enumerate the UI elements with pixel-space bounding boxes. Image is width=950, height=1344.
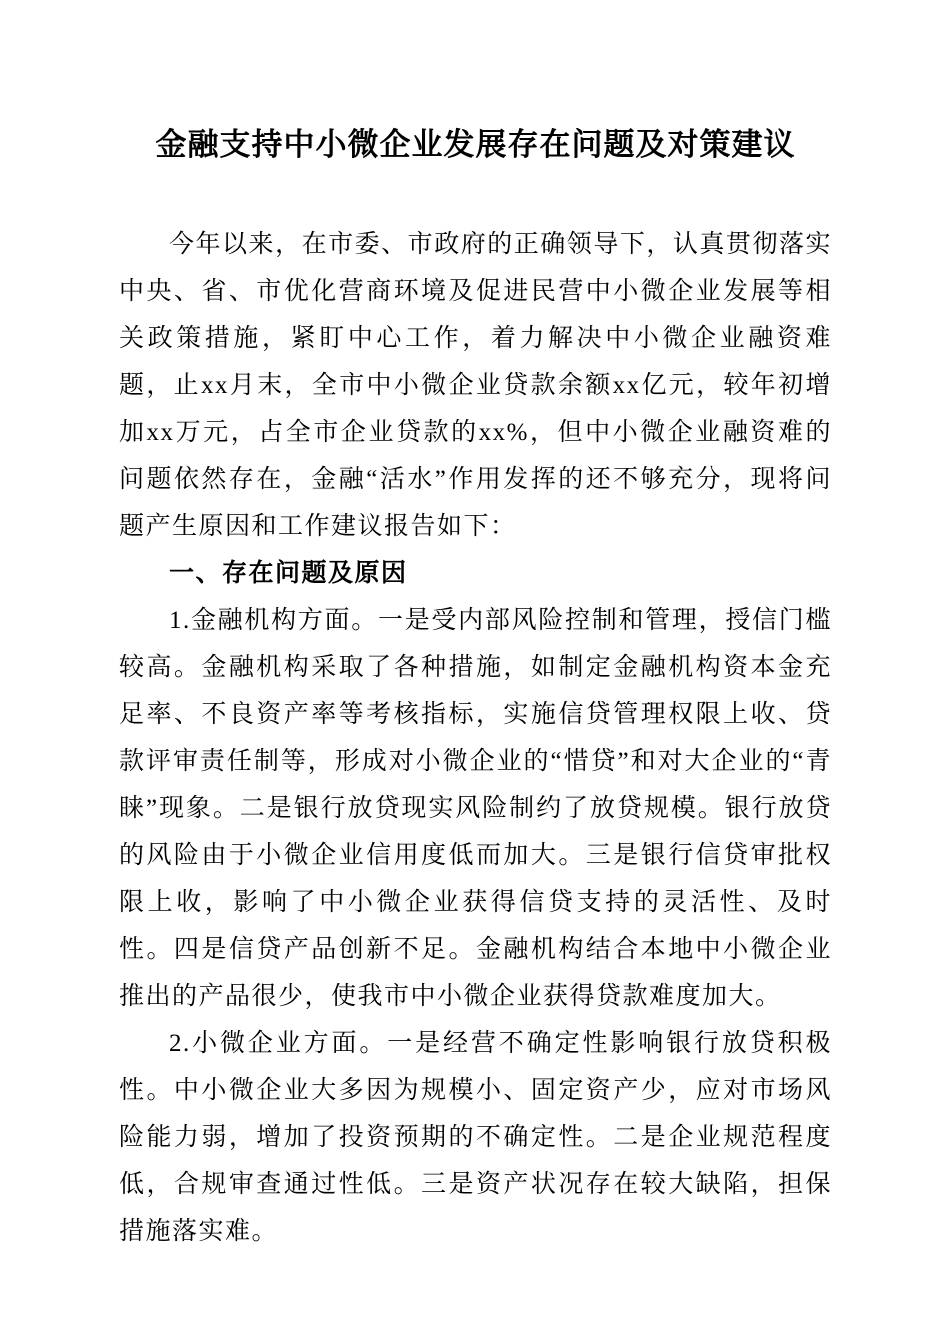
- section-1-paragraph-2: 2.小微企业方面。一是经营不确定性影响银行放贷积极性。中小微企业大多因为规模小、固定资产少，应对市场风险能力弱，增加了投资预期的不确定性。二是企业规范程度低，合规审查通过性低。三是资产状况存在较大缺陷，担保措施落实难。: [119, 1029, 832, 1245]
- section-1-heading: 一、存在问题及原因: [169, 558, 408, 587]
- document-title: 金融支持中小微企业发展存在问题及对策建议: [155, 127, 796, 162]
- intro-paragraph: 今年以来，在市委、市政府的正确领导下，认真贯彻落实中央、省、市优化营商环境及促进民营中小微企业发展等相关政策措施，紧盯中心工作，着力解决中小微企业融资难题，止xx月末，全市中小微企业贷款余额xx亿元，较年初增加xx万元，占全市企业贷款的xx%，但中小微企业融资难的问题依然存在，金融“活水”作用发挥的还不够充分，现将问题产生原因和工作建议报告如下：: [119, 230, 832, 540]
- section-1-paragraph-1: 1.金融机构方面。一是受内部风险控制和管理，授信门槛较高。金融机构采取了各种措施，如制定金融机构资本金充足率、不良资产率等考核指标，实施信贷管理权限上收、贷款评审责任制等，形成对小微企业的“惜贷”和对大企业的“青睐”现象。二是银行放贷现实风险制约了放贷规模。银行放贷的风险由于小微企业信用度低而加大。三是银行信贷审批权限上收，影响了中小微企业获得信贷支持的灵活性、及时性。四是信贷产品创新不足。金融机构结合本地中小微企业推出的产品很少，使我市中小微企业获得贷款难度加大。: [119, 606, 832, 1010]
